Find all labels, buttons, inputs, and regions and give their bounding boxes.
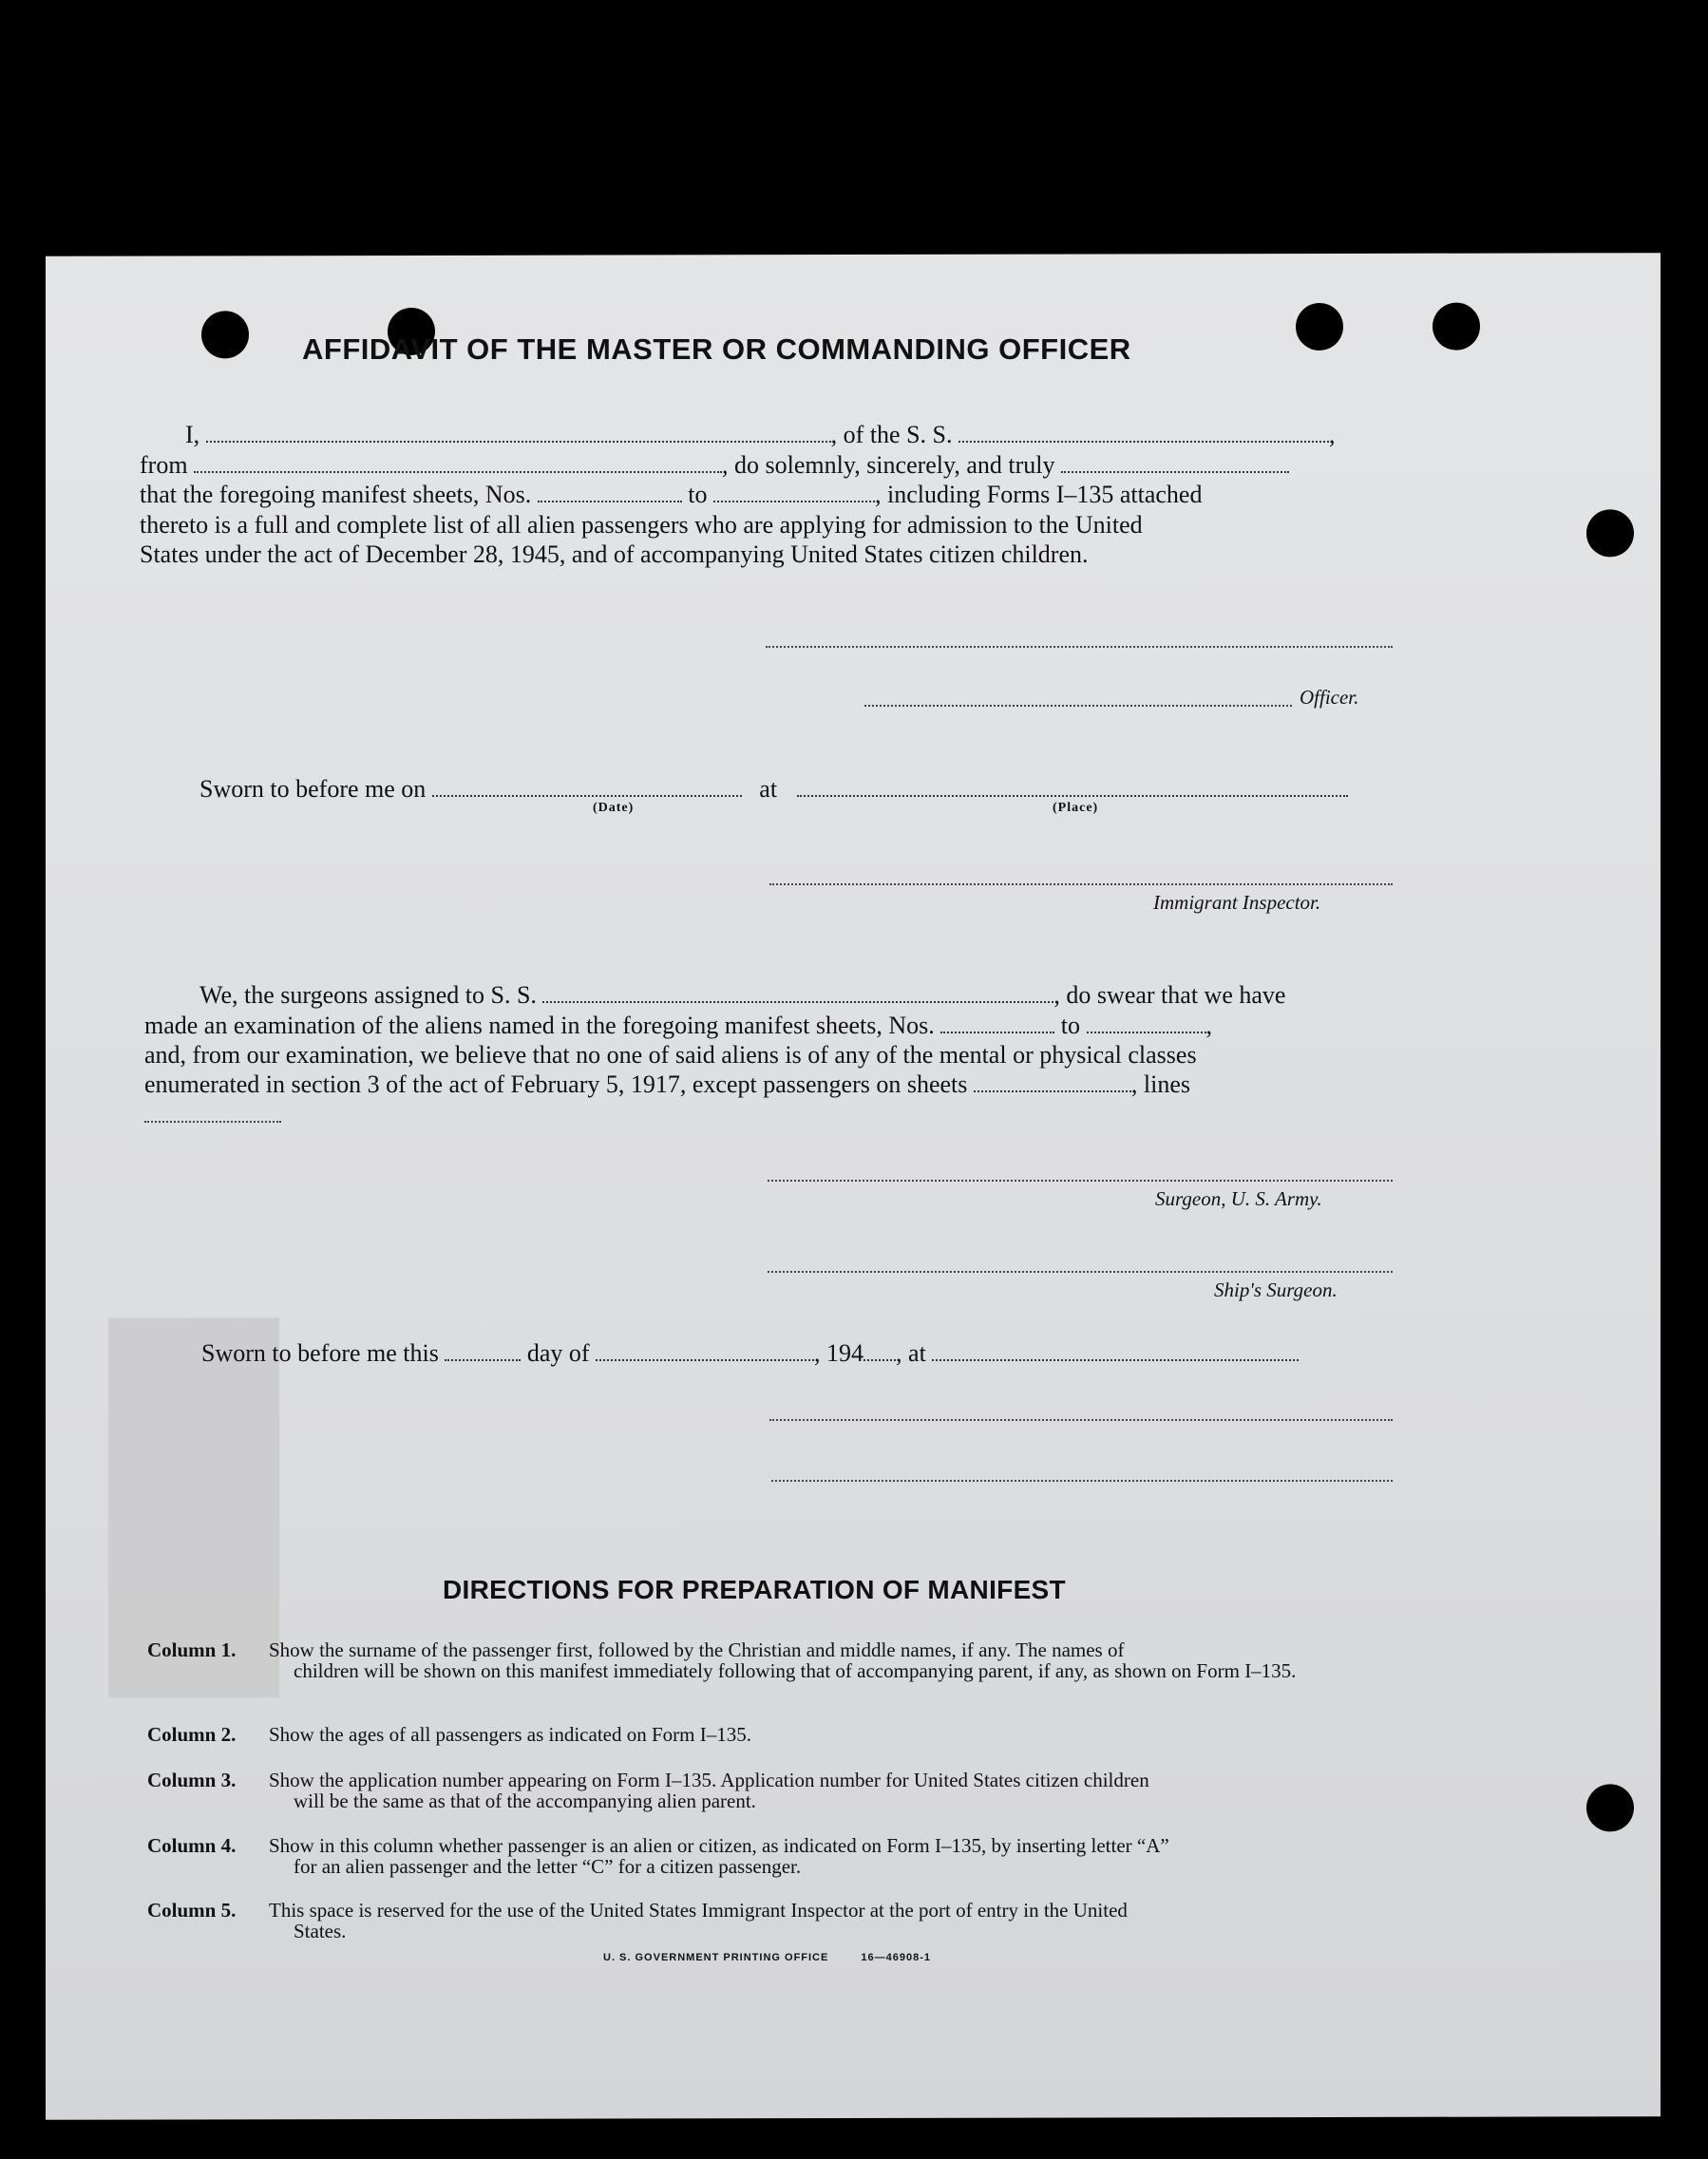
surgeons-line-3: and, from our examination, we believe that no one of said aliens is of any of the mental or physical classes: [144, 1041, 1197, 1069]
surgeons-to-blank[interactable]: [1087, 1013, 1206, 1033]
column-4-direction: Column 4. Show in this column whether passenger is an alien or citizen, as indicated on Form I–135, by inserting letter “A” for an alien passenger and the letter “C” for a citizen passenger.: [147, 1834, 1169, 1878]
army-surgeon-label: Surgeon, U. S. Army.: [1155, 1187, 1322, 1210]
directions-title: DIRECTIONS FOR PREPARATION OF MANIFEST: [443, 1575, 1066, 1604]
inspector-signature-line[interactable]: [769, 883, 1393, 885]
day-blank[interactable]: [445, 1340, 521, 1361]
affidavit-line-5: States under the act of December 28, 1945, and of accompanying United States citizen children.: [140, 540, 1089, 568]
lines-blank[interactable]: [144, 1121, 281, 1123]
date-caption: (Date): [593, 801, 635, 815]
officer-label: Officer.: [1300, 686, 1359, 709]
affidavit-line-4: thereto is a full and complete list of all alien passengers who are applying for admission to the United: [140, 511, 1143, 539]
sworn-line: Sworn to before me on at: [199, 775, 1348, 804]
surgeons-from-blank[interactable]: [940, 1013, 1054, 1033]
month-blank[interactable]: [596, 1340, 814, 1361]
column-5-direction: Column 5. This space is reserved for the use of the United States Immigrant Inspector at the port of entry in the United States.: [147, 1899, 1128, 1942]
punch-hole: [1586, 1784, 1634, 1831]
affidavit-line-1: I, , of the S. S. ,: [185, 421, 1336, 448]
affidavit-line-3: that the foregoing manifest sheets, Nos. to , including Forms I–135 attached: [140, 481, 1203, 508]
place-caption: (Place): [1053, 801, 1099, 815]
signature-line[interactable]: [769, 1419, 1393, 1421]
sheets-blank[interactable]: [974, 1071, 1131, 1092]
date-blank[interactable]: [432, 776, 742, 797]
column-2-direction: Column 2. Show the ages of all passengers as indicated on Form I–135.: [147, 1723, 751, 1746]
punch-hole: [201, 311, 249, 358]
signature-line[interactable]: [771, 1480, 1393, 1482]
year-blank[interactable]: [863, 1340, 896, 1361]
trailing-blank[interactable]: [1061, 452, 1289, 473]
sheet-from-blank[interactable]: [538, 482, 682, 502]
ship-blank[interactable]: [958, 422, 1329, 443]
sworn-day-line: Sworn to before me this day of , 194 , at: [201, 1339, 1299, 1368]
officer-signature-line[interactable]: [864, 705, 1292, 707]
column-1-direction: Column 1. Show the surname of the passenger first, followed by the Christian and middle names, if any. The names of children will be shown on this manifest immediately following that of accompanying parent, if any, as shown on Form I–135.: [147, 1638, 1297, 1682]
punch-hole: [1586, 509, 1634, 557]
punch-hole: [1296, 303, 1343, 350]
army-surgeon-signature-line[interactable]: [768, 1180, 1393, 1182]
column-3-direction: Column 3. Show the application number appearing on Form I–135. Application number for United States citizen children will be the same as that of the accompanying alien parent.: [147, 1769, 1149, 1812]
punch-hole: [1433, 303, 1480, 350]
signature-line[interactable]: [766, 646, 1393, 648]
inspector-label: Immigrant Inspector.: [1153, 891, 1321, 914]
surgeons-ship-blank[interactable]: [542, 982, 1053, 1003]
ship-surgeon-label: Ship's Surgeon.: [1214, 1278, 1338, 1301]
place-blank[interactable]: [797, 776, 1348, 797]
surgeons-line-2: made an examination of the aliens named in the foregoing manifest sheets, Nos. to ,: [144, 1012, 1212, 1039]
ship-surgeon-signature-line[interactable]: [768, 1271, 1393, 1273]
printer-footer: U. S. GOVERNMENT PRINTING OFFICE 16—46908-1: [603, 1952, 932, 1963]
sheet-to-blank[interactable]: [713, 482, 875, 502]
surgeons-line-4: enumerated in section 3 of the act of February 5, 1917, except passengers on sheets , lines: [144, 1070, 1191, 1098]
from-blank[interactable]: [194, 452, 722, 473]
affidavit-title: AFFIDAVIT OF THE MASTER OR COMMANDING OFFICER: [302, 332, 1131, 366]
affidavit-line-2: from , do solemnly, sincerely, and truly: [140, 451, 1289, 480]
sworn-place-blank[interactable]: [932, 1340, 1299, 1361]
surgeons-line-1: We, the surgeons assigned to S. S. , do swear that we have: [199, 981, 1286, 1009]
name-blank[interactable]: [206, 422, 831, 443]
